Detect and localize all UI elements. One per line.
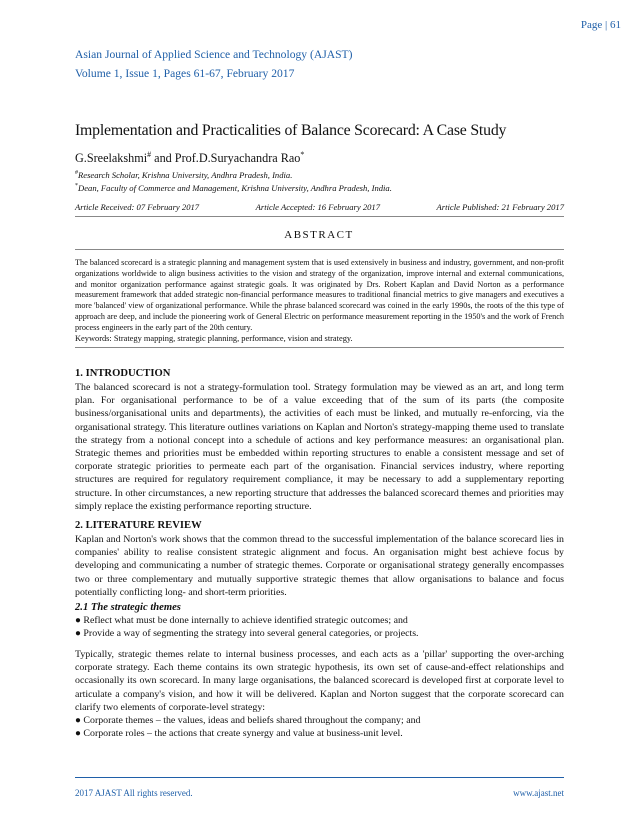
section-heading-introduction: 1. INTRODUCTION	[75, 368, 171, 379]
affiliation-1	[75, 170, 292, 180]
affiliation-1-text: Research Scholar, Krishna University, Andhra Pradesh, India.	[78, 170, 293, 180]
introduction-text: The balanced scorecard is not a strategy-formulation tool. Strategy formulation may be viewed as an art, and long term plan. For organisational performance to be of a value exceeding that of the sum of its parts (the composite business/organisational units and departments), the activities of each must be linked, and mutually re-enforcing, via the organisational strategy. This literature outlines variations on Kaplan and Norton's strategy-mapping theme used to translate the strategy from a notional concept into a schedule of actions and key performance measures: an organisational plan. Strategic themes and priorities must be embedded within reporting structures to enable a consistent message and set of corporate strategic priorities to permeate each part of the organisation. Financial services industry, where reporting structures are required for regulatory requirement compliance, it may be necessary to add a supplementary reporting structure. In other circumstances, a new reporting structure that addresses the balanced scorecard themes and priorities may simply replace the existing performance reporting structure.	[75, 382, 564, 512]
themes-text: Typically, strategic themes relate to internal business processes, and each acts as a 'pillar' supporting the over-arching corporate strategy. Each theme contains its own strategic hypothesis, its own set of cause-and-effect relationships and occasionally its own scorecard. In many large organisations, the balanced scorecard is developed first at corporate level to articulate a company's vision, and how it will be delivered. Kaplan and Norton suggest that the corporate scorecard can clarify two elements of corporate-level strategy:	[75, 649, 564, 713]
date-received: Article Received: 07 February 2017	[75, 202, 200, 212]
divider-keywords	[75, 347, 564, 348]
date-published: Article Published: 21 February 2017	[436, 202, 564, 212]
abstract-heading: ABSTRACT	[284, 229, 354, 241]
section-heading-literature: 2. LITERATURE REVIEW	[75, 520, 202, 531]
divider-top	[75, 216, 564, 217]
themes-bullet-1: ● Reflect what must be done internally to achieve identified strategic outcomes; and	[75, 615, 408, 626]
affiliation-2-text: Dean, Faculty of Commerce and Management, Krishna University, Andhra Pradesh, India.	[78, 183, 392, 193]
affiliation-2-mark: *	[75, 183, 78, 190]
footer-copyright: 2017 AJAST All rights reserved.	[75, 788, 193, 798]
journal-name: Asian Journal of Applied Science and Technology (AJAST)	[75, 48, 353, 61]
affiliation-2	[75, 183, 392, 193]
page-number: Page | 61	[580, 19, 621, 31]
roles-bullet-2: ● Corporate roles – the actions that create synergy and value at business-unit level.	[75, 728, 403, 739]
divider-footer	[75, 777, 564, 778]
affiliation-1-mark: #	[75, 170, 78, 177]
author-2-mark: *	[300, 150, 305, 159]
article-dates	[75, 202, 564, 212]
subsection-heading-themes: 2.1 The strategic themes	[75, 602, 181, 613]
author-1-mark: #	[147, 150, 152, 159]
author-line	[75, 150, 304, 166]
abstract-text: The balanced scorecard is a strategic planning and management system that is used extensively in business and industry, government, and non-profit organizations worldwide to align business activities to the vision and strategy of the organization, improve internal and external communications, and monitor organization performance against strategic goals. It was originated by Drs. Robert Kaplan and David Norton as a performance measurement framework that added strategic non-financial performance measures to traditional financial metrics to give managers and executives a more 'balanced' view of organizational performance. While the phrase balanced scorecard was coined in the early 1990s, the roots of the this type of approach are deep, and include the pioneering work of General Electric on performance measurement reporting in the 1950's and the work of French process engineers in the early part of the 20th century.	[75, 258, 564, 332]
keywords: Keywords: Strategy mapping, strategic planning, performance, vision and strategy.	[75, 334, 353, 343]
author-1: G.Sreelakshmi	[75, 151, 148, 166]
roles-bullet-1: ● Corporate themes – the values, ideas and beliefs shared throughout the company; and	[75, 715, 421, 726]
volume-info: Volume 1, Issue 1, Pages 61-67, February 2017	[75, 67, 295, 80]
date-accepted: Article Accepted: 16 February 2017	[255, 202, 381, 212]
author-2: and Prof.D.Suryachandra Rao	[151, 151, 301, 166]
divider-abstract	[75, 249, 564, 250]
paper-title: Implementation and Practicalities of Balance Scorecard: A Case Study	[75, 122, 507, 139]
themes-bullet-2: ● Provide a way of segmenting the strategy into several general categories, or projects.	[75, 628, 419, 639]
footer-website[interactable]: www.ajast.net	[513, 788, 564, 798]
literature-text: Kaplan and Norton's work shows that the common thread to the successful implementation of the balance scorecard lies in companies' ability to realise consistent strategic alignment and focus. An organisation might best achieve focus by developing and communicating a number of strategic themes. Corporate or organisational strategy generally encompasses two or three complementary and mutually supportive strategic themes that allow organisations to balance and focus potentially conflicting long- and short-term priorities.	[75, 534, 564, 598]
